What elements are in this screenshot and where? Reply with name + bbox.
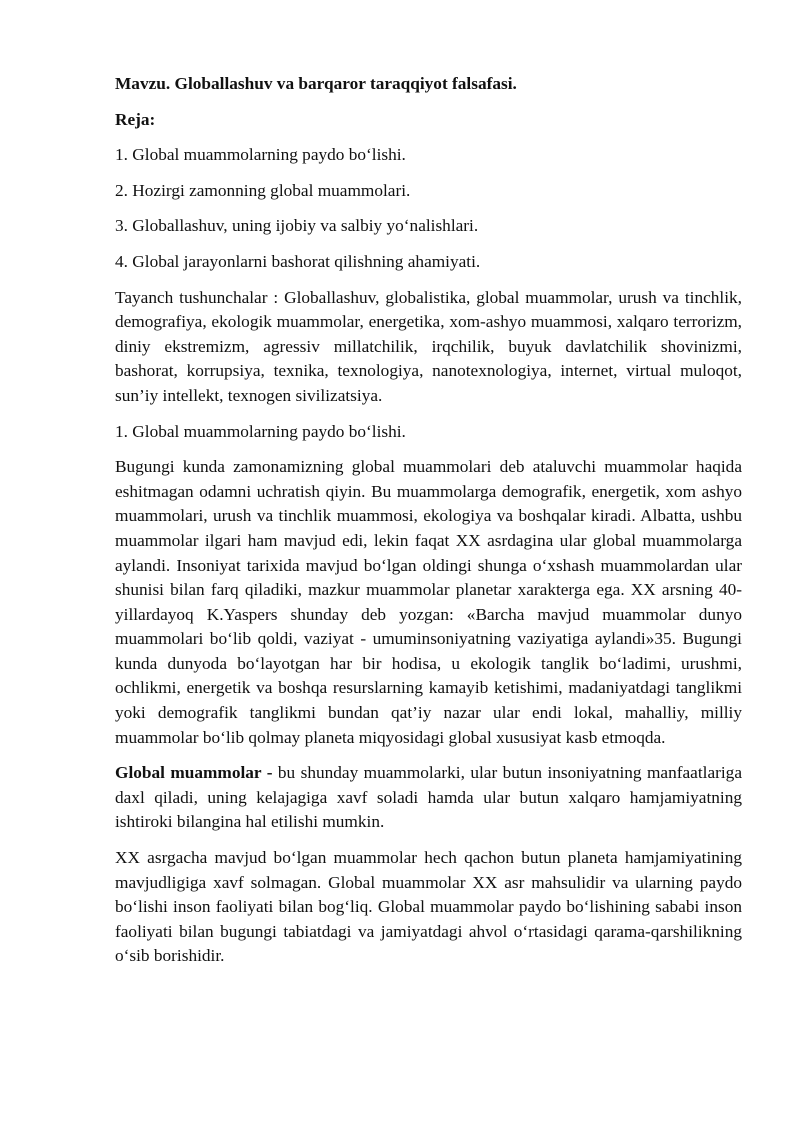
section-heading: 1. Global muammolarning paydo bo‘lishi. xyxy=(115,421,406,441)
document-title: Mavzu. Globallashuv va barqaror taraqqiyot falsafasi. xyxy=(115,74,517,93)
plan-item: 4. Global jarayonlarni bashorat qilishning ahamiyati. xyxy=(115,251,481,271)
body-paragraph: Bugungi kunda zamonamizning global muammolari deb ataluvchi muammolar haqida eshitmagan odamni uchratish qiyin. Bu muammolarga demografik, energetik, xom ashyo muammolari, urush va tinchlik muammosi, ekologiya va boshqalar kiradi. Albatta, ushbu muammolar ilgari ham mavjud edi, lekin faqat XX asrdagina ular global muammolarga aylandi. Insoniyat tarixida mavjud bo‘lgan oldingi shunga o‘xshash muammolardan ular shunisi bilan farq qiladiki, mazkur muammolar planetar xarakterga ega. XX arsning 40-yillardayoq K.Yaspers shunday deb yozgan: «Barcha mavjud muammolar dunyo muammolari bo‘lib qoldi, vaziyat - umuminsoniyatning vaziyatiga aylandi»35. Bugungi kunda dunyoda bo‘layotgan har bir hodisa, u ekologik tanglik bo‘ladimi, urushmi, ochlikmi, energetik va boshqa resurslarning kamayib ketishimi, madaniyatdagi tanglikmi yoki demografik tanglikmi bundan qat’iy nazar ular endi lokal, mahalliy, milliy muammolar bo‘lib qolmay planeta miqyosidagi global xususiyat kasb etmoqda. xyxy=(115,457,742,747)
plan-item: 3. Globallashuv, uning ijobiy va salbiy yo‘nalishlari. xyxy=(115,216,479,236)
document-page xyxy=(115,72,742,980)
definition-term: Global muammolar - xyxy=(115,763,273,783)
plan-heading: Reja: xyxy=(115,109,156,129)
keywords-paragraph: Tayanch tushunchalar : Globallashuv, globalistika, global muammolar, urush va tinchlik, demografiya, ekologik muammolar, energetika, xom-ashyo muammosi, xalqaro terrorizm, diniy ekstremizm, agressiv millatchilik, irqchilik, buyuk davlatchilik shovinizmi, bashorat, korrupsiya, texnika, texnologiya, nanotexnologiya, internet, virtual muloqot, sun’iy intellekt, texnogen sivilizatsiya. xyxy=(115,287,742,405)
plan-item: 1. Global muammolarning paydo bo‘lishi. xyxy=(115,145,406,165)
definition-text: bu shunday muammolarki, ular butun insoniyatning manfaatlariga daxl qiladi, uning kelajagiga xavf soladi hamda ular butun xalqaro hamjamiyatning ishtiroki bilangina hal etilishi mumkin. xyxy=(115,763,742,832)
definition-paragraph xyxy=(115,761,742,835)
plan-item: 2. Hozirgi zamonning global muammolari. xyxy=(115,180,411,200)
body-paragraph: XX asrgacha mavjud bo‘lgan muammolar hech qachon butun planeta hamjamiyatining mavjudligiga xavf solmagan. Global muammolar XX asr mahsulidir va ularning paydo bo‘lishi inson faoliyati bilan bog‘liq. Global muammolar paydo bo‘lishining sababi inson faoliyati bilan bugungi tabiatdagi va jamiyatdagi ahvol o‘rtasidagi qarama-qarshilikning o‘sib borishidir. xyxy=(115,848,742,966)
